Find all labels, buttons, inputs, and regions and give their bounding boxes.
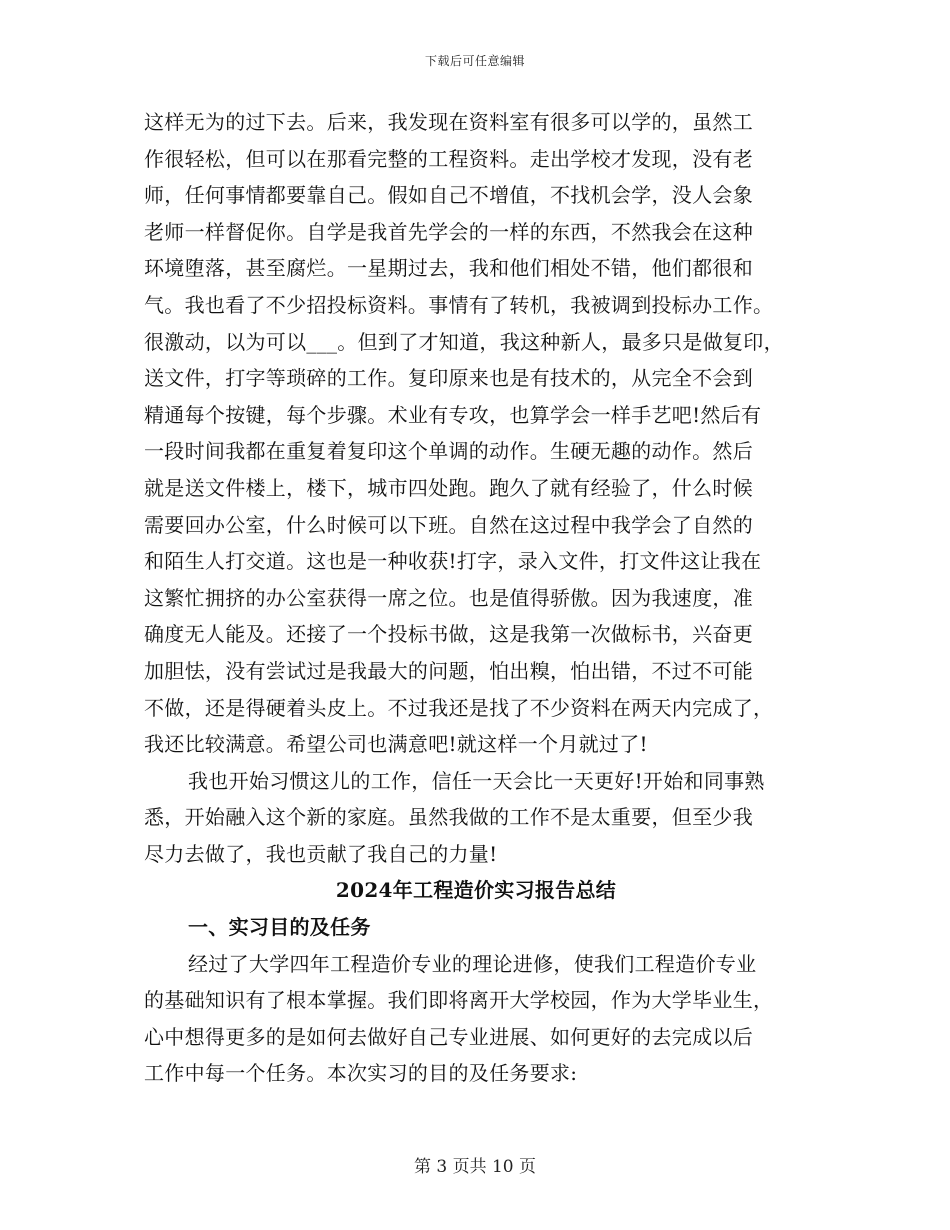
text-line: 这繁忙拥挤的办公室获得一席之位。也是值得骄傲。因为我速度，准 bbox=[144, 585, 753, 610]
text-line: 悉，开始融入这个新的家庭。虽然我做的工作不是太重要，但至少我 bbox=[144, 805, 753, 830]
text-line: 心中想得更多的是如何去做好自己专业进展、如何更好的去完成以后 bbox=[144, 1024, 753, 1049]
text-line: 环境堕落，甚至腐烂。一星期过去，我和他们相处不错，他们都很和 bbox=[144, 256, 753, 281]
text-line: 很激动，以为可以___。但到了才知道，我这种新人，最多只是做复印， bbox=[144, 329, 784, 354]
text-line: 我还比较满意。希望公司也满意吧!就这样一个月就过了! bbox=[144, 732, 648, 757]
document-body bbox=[144, 104, 808, 1092]
text-line: 加胆怯，没有尝试过是我最大的问题，怕出糗，怕出错，不过不可能 bbox=[144, 658, 753, 683]
page-header: 下载后可任意编辑 bbox=[424, 54, 525, 68]
text-line: 就是送文件楼上，楼下，城市四处跑。跑久了就有经验了，什么时候 bbox=[144, 475, 753, 500]
document-title: 2024年工程造价实习报告总结 bbox=[335, 878, 617, 903]
text-line: 送文件，打字等琐碎的工作。复印原来也是有技术的，从完全不会到 bbox=[144, 366, 753, 391]
page-footer: 第 3 页共 10 页 bbox=[413, 1157, 537, 1177]
text-line: 作很轻松，但可以在那看完整的工程资料。走出学校才发现，没有老 bbox=[144, 146, 753, 171]
text-line: 确度无人能及。还接了一个投标书做，这是我第一次做标书，兴奋更 bbox=[144, 622, 753, 647]
text-line: 的基础知识有了根本掌握。我们即将离开大学校园，作为大学毕业生， bbox=[144, 988, 774, 1013]
text-line: 老师一样督促你。自学是我首先学会的一样的东西，不然我会在这种 bbox=[144, 219, 753, 244]
text-line: 工作中每一个任务。本次实习的目的及任务要求: bbox=[144, 1061, 578, 1086]
section-heading: 一、实习目的及任务 bbox=[188, 915, 371, 940]
text-line: 我也开始习惯这儿的工作，信任一天会比一天更好!开始和同事熟 bbox=[188, 768, 765, 793]
text-line: 经过了大学四年工程造价专业的理论进修，使我们工程造价专业 bbox=[188, 951, 757, 976]
text-line: 不做，还是得硬着头皮上。不过我还是找了不少资料在两天内完成了， bbox=[144, 695, 774, 720]
text-line: 一段时间我都在重复着复印这个单调的动作。生硬无趣的动作。然后 bbox=[144, 439, 753, 464]
text-line: 和陌生人打交道。这也是一种收获!打字，录入文件，打文件这让我在 bbox=[144, 549, 762, 574]
text-line: 尽力去做了，我也贡献了我自己的力量! bbox=[144, 841, 498, 866]
text-line: 气。我也看了不少招投标资料。事情有了转机，我被调到投标办工作。 bbox=[144, 292, 774, 317]
text-line: 需要回办公室，什么时候可以下班。自然在这过程中我学会了自然的 bbox=[144, 512, 753, 537]
text-line: 这样无为的过下去。后来，我发现在资料室有很多可以学的，虽然工 bbox=[144, 110, 753, 134]
text-line: 师，任何事情都要靠自己。假如自己不增值，不找机会学，没人会象 bbox=[144, 183, 753, 208]
text-line: 精通每个按键，每个步骤。术业有专攻，也算学会一样手艺吧!然后有 bbox=[144, 402, 762, 427]
